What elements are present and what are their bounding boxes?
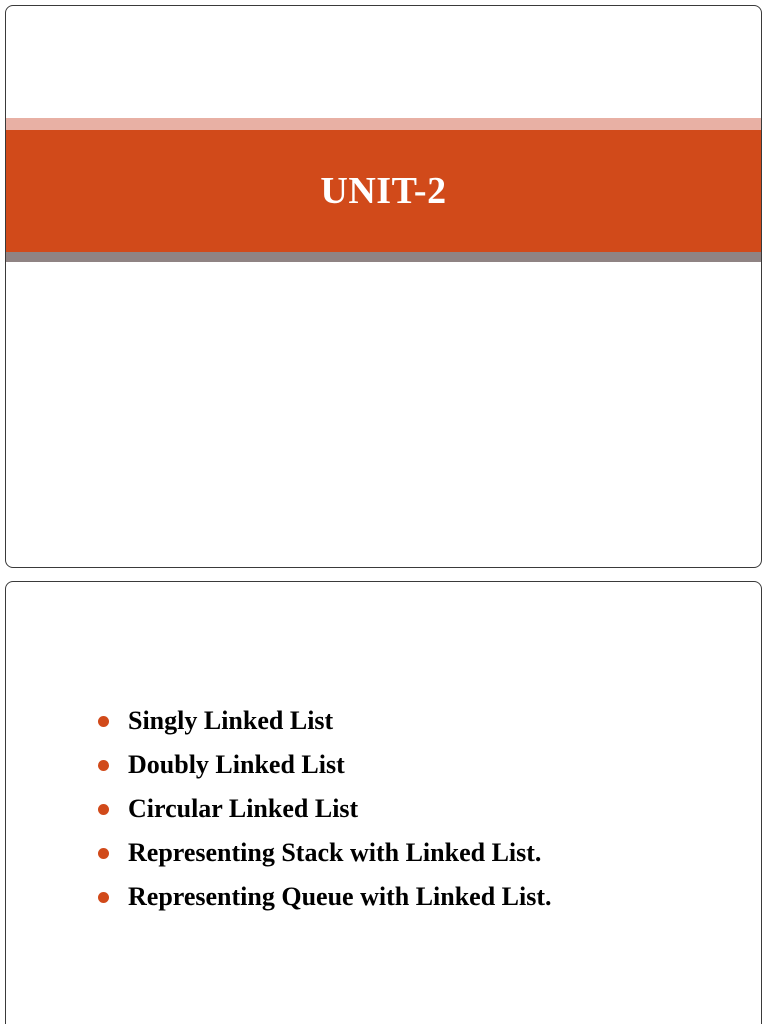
list-item-label: Singly Linked List: [128, 706, 334, 735]
list-item: [98, 699, 552, 743]
list-item: [98, 743, 552, 787]
list-item-label: Doubly Linked List: [128, 750, 345, 779]
bullet-icon: [98, 716, 109, 727]
list-item-label: Representing Stack with Linked List.: [128, 838, 542, 867]
list-item: [98, 831, 552, 875]
bullet-icon: [98, 804, 109, 815]
list-item-label: Representing Queue with Linked List.: [128, 882, 552, 911]
bullet-icon: [98, 892, 109, 903]
content-slide: [5, 581, 762, 1024]
list-item-label: Circular Linked List: [128, 794, 359, 823]
list-item: [98, 787, 552, 831]
title-band-top-stripe: [6, 118, 761, 130]
slide-title: UNIT-2: [320, 170, 447, 212]
title-band: [6, 130, 761, 252]
topic-list: [98, 699, 552, 919]
title-slide: [5, 5, 762, 568]
bullet-icon: [98, 760, 109, 771]
bullet-icon: [98, 848, 109, 859]
title-band-bottom-stripe: [6, 252, 761, 262]
list-item: [98, 875, 552, 919]
